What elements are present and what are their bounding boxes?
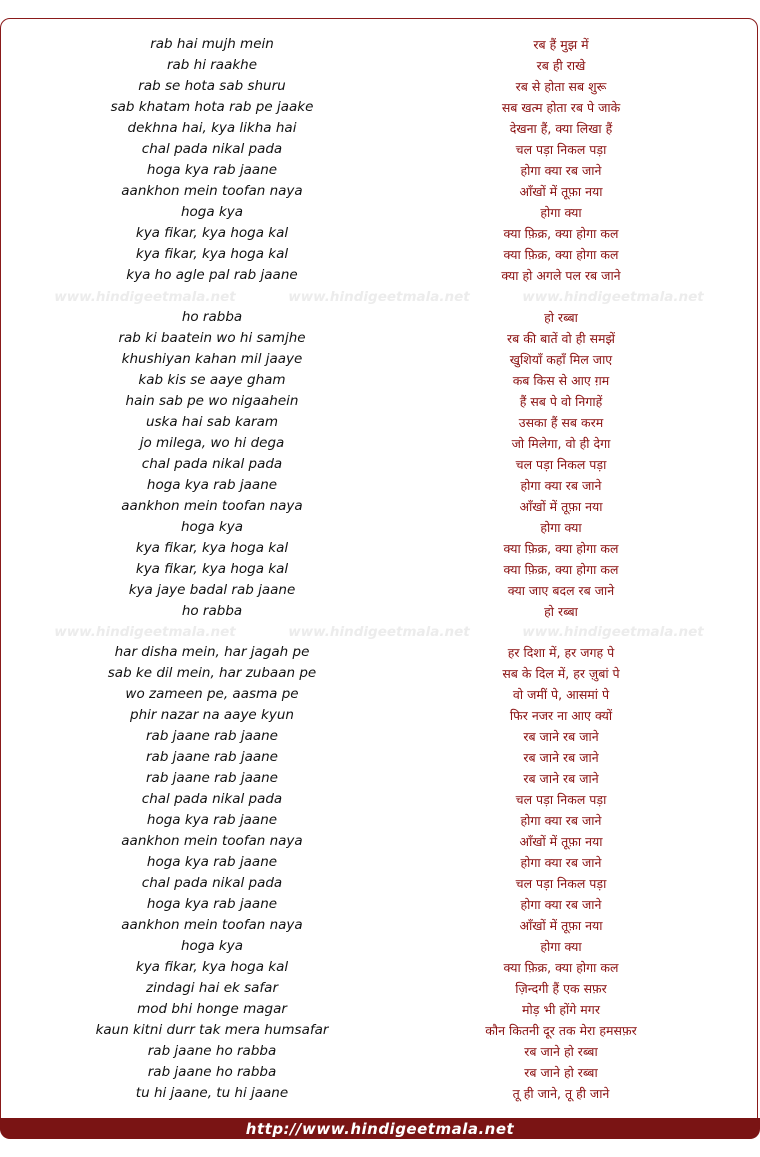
lyric-english: dekhna hai, kya likha hai [127, 120, 297, 136]
lyric-english: rab jaane ho rabba [147, 1043, 277, 1059]
lyric-line [0, 768, 760, 789]
lyric-english: har disha mein, har jagah pe [114, 644, 310, 660]
lyric-line [0, 370, 760, 391]
lyric-line [0, 160, 760, 181]
lyric-hindi: चल पड़ा निकल पड़ा [515, 876, 607, 891]
watermark-text: www.hindigeetmala.net [522, 289, 704, 305]
lyric-hindi: क्या फ़िक्र, क्या होगा कल [503, 562, 619, 577]
lyric-hindi: वो जमीं पे, आसमां पे [512, 687, 610, 702]
lyric-line [0, 789, 760, 810]
lyric-english: aankhon mein toofan naya [121, 833, 303, 849]
lyric-hindi: आँखों में तूफ़ा नया [519, 834, 603, 849]
lyric-english: phir nazar na aaye kyun [130, 707, 294, 723]
lyric-hindi: रब जाने रब जाने [523, 750, 599, 765]
lyric-line [0, 559, 760, 580]
lyric-hindi: क्या फ़िक्र, क्या होगा कल [503, 960, 619, 975]
lyric-english: hoga kya [180, 938, 244, 954]
lyric-english: aankhon mein toofan naya [121, 917, 303, 933]
lyric-line [0, 328, 760, 349]
lyric-line [0, 642, 760, 663]
lyric-line [0, 936, 760, 957]
lyric-english: rab jaane rab jaane [146, 728, 278, 744]
lyric-hindi: आँखों में तूफ़ा नया [519, 184, 603, 199]
lyric-hindi: होगा क्या [540, 520, 582, 535]
lyric-hindi: होगा क्या रब जाने [520, 897, 602, 912]
lyric-line [0, 1041, 760, 1062]
watermark-text: www.hindigeetmala.net [288, 289, 470, 305]
lyric-hindi: खुशियाँ कहाँ मिल जाए [509, 352, 613, 367]
lyric-line [0, 118, 760, 139]
lyric-line [0, 873, 760, 894]
lyric-hindi: फिर नजर ना आए क्यों [509, 708, 613, 723]
lyric-line [0, 454, 760, 475]
lyric-hindi: होगा क्या रब जाने [520, 478, 602, 493]
lyric-english: kab kis se aaye gham [138, 372, 286, 388]
lyric-hindi: हो रब्बा [544, 604, 578, 619]
lyric-hindi: हैं सब पे वो निगाहें [519, 394, 603, 409]
lyric-line [0, 265, 760, 286]
lyric-hindi: रब जाने रब जाने [523, 729, 599, 744]
lyric-line [0, 894, 760, 915]
lyric-line [0, 1083, 760, 1104]
lyric-line [0, 831, 760, 852]
lyric-hindi: मोड़ भी होंगे मगर [522, 1002, 600, 1017]
lyric-hindi: क्या फ़िक्र, क्या होगा कल [503, 541, 619, 556]
lyric-line [0, 1020, 760, 1041]
lyric-english: chal pada nikal pada [141, 456, 283, 472]
lyric-hindi: क्या जाए बदल रब जाने [507, 583, 615, 598]
lyric-english: chal pada nikal pada [141, 791, 283, 807]
lyric-hindi: होगा क्या रब जाने [520, 855, 602, 870]
lyric-line [0, 433, 760, 454]
lyric-english: kya fikar, kya hoga kal [135, 225, 289, 241]
lyric-hindi: होगा क्या रब जाने [520, 163, 602, 178]
lyric-line [0, 181, 760, 202]
lyric-english: kya fikar, kya hoga kal [135, 561, 289, 577]
lyric-english: hoga kya rab jaane [146, 854, 278, 870]
lyric-line [0, 999, 760, 1020]
lyric-line [0, 202, 760, 223]
lyric-hindi: आँखों में तूफ़ा नया [519, 499, 603, 514]
lyric-hindi: कब किस से आए ग़म [512, 373, 610, 388]
lyric-hindi: रब ही राखे [536, 58, 586, 73]
watermark-text: www.hindigeetmala.net [54, 624, 236, 640]
lyric-english: jo milega, wo hi dega [139, 435, 285, 451]
watermark-text: www.hindigeetmala.net [54, 289, 236, 305]
lyric-english: hoga kya rab jaane [146, 896, 278, 912]
lyric-hindi: हर दिशा में, हर जगह पे [507, 645, 615, 660]
lyric-line [0, 705, 760, 726]
footer-url-link[interactable]: http://www.hindigeetmala.net [245, 1119, 515, 1138]
lyric-english: hoga kya [180, 204, 244, 220]
lyric-english: mod bhi honge magar [137, 1001, 287, 1017]
lyric-english: rab jaane rab jaane [146, 770, 278, 786]
lyric-hindi: रब जाने हो रब्बा [524, 1044, 598, 1059]
lyric-hindi: चल पड़ा निकल पड़ा [515, 792, 607, 807]
lyric-english: aankhon mein toofan naya [121, 183, 303, 199]
lyric-line [0, 684, 760, 705]
lyric-hindi: क्या फ़िक्र, क्या होगा कल [503, 247, 619, 262]
lyric-hindi: रब से होता सब शुरू [515, 79, 607, 94]
lyric-hindi: होगा क्या रब जाने [520, 813, 602, 828]
lyric-hindi: जो मिलेगा, वो ही देगा [511, 436, 611, 451]
lyric-hindi: क्या फ़िक्र, क्या होगा कल [503, 226, 619, 241]
lyric-line [0, 391, 760, 412]
lyric-line [0, 244, 760, 265]
lyric-line [0, 852, 760, 873]
lyric-line [0, 915, 760, 936]
lyric-english: hoga kya rab jaane [146, 477, 278, 493]
lyric-line [0, 307, 760, 328]
lyric-line [0, 538, 760, 559]
watermark-text: www.hindigeetmala.net [522, 624, 704, 640]
lyric-line [0, 957, 760, 978]
lyric-hindi: चल पड़ा निकल पड़ा [515, 142, 607, 157]
lyric-hindi: ज़िन्दगी हैं एक सफ़र [515, 981, 607, 996]
lyric-english: aankhon mein toofan naya [121, 498, 303, 514]
lyric-line [0, 55, 760, 76]
lyric-english: uska hai sab karam [145, 414, 279, 430]
lyric-english: tu hi jaane, tu hi jaane [135, 1085, 289, 1101]
lyric-line [0, 601, 760, 622]
lyric-english: khushiyan kahan mil jaaye [121, 351, 303, 367]
lyric-english: kya jaye badal rab jaane [128, 582, 296, 598]
watermark-row [0, 622, 760, 642]
lyric-english: rab se hota sab shuru [138, 78, 286, 94]
lyric-english: sab khatam hota rab pe jaake [110, 99, 314, 115]
lyric-english: rab hai mujh mein [150, 36, 274, 52]
lyric-hindi: सब के दिल में, हर ज़ुबां पे [502, 666, 620, 681]
lyric-english: ho rabba [181, 309, 243, 325]
lyric-english: chal pada nikal pada [141, 875, 283, 891]
lyrics-section [0, 307, 760, 622]
lyric-english: ho rabba [181, 603, 243, 619]
lyric-hindi: सब खत्म होता रब पे जाके [501, 100, 621, 115]
lyric-hindi: कौन कितनी दूर तक मेरा हमसफ़र [485, 1023, 637, 1038]
lyric-hindi: हो रब्बा [544, 310, 578, 325]
lyric-english: sab ke dil mein, har zubaan pe [107, 665, 317, 681]
lyric-hindi: तू ही जाने, तू ही जाने [512, 1086, 610, 1101]
watermark-row [0, 287, 760, 307]
lyric-hindi: रब जाने रब जाने [523, 771, 599, 786]
lyrics-section [0, 642, 760, 1104]
lyric-english: chal pada nikal pada [141, 141, 283, 157]
lyric-line [0, 76, 760, 97]
lyric-english: zindagi hai ek safar [145, 980, 278, 996]
lyric-hindi: उसका हैं सब करम [518, 415, 604, 430]
lyric-line [0, 34, 760, 55]
lyric-english: rab jaane ho rabba [147, 1064, 277, 1080]
lyric-hindi: रब जाने हो रब्बा [524, 1065, 598, 1080]
lyric-english: hoga kya [180, 519, 244, 535]
lyric-hindi: चल पड़ा निकल पड़ा [515, 457, 607, 472]
lyric-hindi: रब की बातें वो ही समझें [507, 331, 615, 346]
lyric-line [0, 726, 760, 747]
lyric-line [0, 580, 760, 601]
lyric-line [0, 747, 760, 768]
lyric-english: kya fikar, kya hoga kal [135, 246, 289, 262]
lyric-english: rab ki baatein wo hi samjhe [118, 330, 306, 346]
lyric-line [0, 496, 760, 517]
lyric-english: rab jaane rab jaane [146, 749, 278, 765]
lyric-hindi: होगा क्या [540, 205, 582, 220]
lyric-english: kya fikar, kya hoga kal [135, 540, 289, 556]
lyric-english: hoga kya rab jaane [146, 812, 278, 828]
lyric-line [0, 663, 760, 684]
watermark-text: www.hindigeetmala.net [288, 624, 470, 640]
lyric-english: wo zameen pe, aasma pe [125, 686, 299, 702]
lyric-line [0, 412, 760, 433]
lyric-hindi: क्या हो अगले पल रब जाने [501, 268, 621, 283]
lyric-english: hoga kya rab jaane [146, 162, 278, 178]
footer-bar [0, 1118, 760, 1139]
lyric-hindi: होगा क्या [540, 939, 582, 954]
lyric-hindi: रब हैं मुझ में [533, 37, 589, 52]
lyric-hindi: देखना हैं, क्या लिखा हैं [509, 121, 613, 136]
lyric-english: kya ho agle pal rab jaane [126, 267, 298, 283]
lyric-line [0, 810, 760, 831]
lyric-line [0, 475, 760, 496]
lyric-line [0, 1062, 760, 1083]
lyric-line [0, 223, 760, 244]
lyrics-section [0, 34, 760, 286]
lyric-english: kaun kitni durr tak mera humsafar [95, 1022, 329, 1038]
lyric-line [0, 349, 760, 370]
lyric-line [0, 97, 760, 118]
lyric-english: rab hi raakhe [166, 57, 258, 73]
lyric-line [0, 517, 760, 538]
lyric-line [0, 978, 760, 999]
lyric-line [0, 139, 760, 160]
lyric-english: kya fikar, kya hoga kal [135, 959, 289, 975]
lyric-hindi: आँखों में तूफ़ा नया [519, 918, 603, 933]
lyric-english: hain sab pe wo nigaahein [125, 393, 299, 409]
